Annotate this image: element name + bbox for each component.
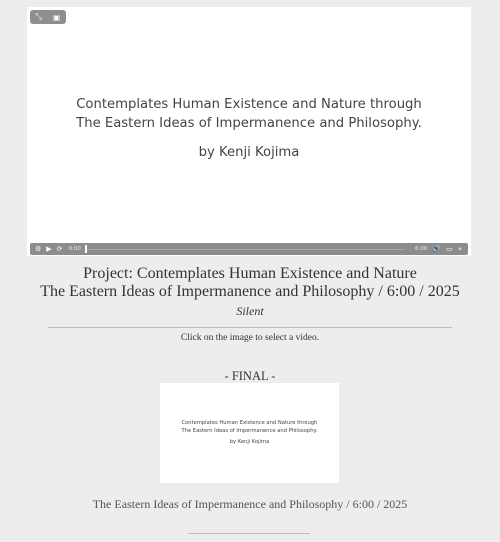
slide-author: by Kenji Kojima xyxy=(198,145,300,160)
video-caption xyxy=(0,265,500,319)
duration-time: 6:00 xyxy=(415,246,428,252)
thumbnail-text xyxy=(160,419,339,445)
more-icon[interactable]: » xyxy=(457,245,462,253)
divider-bottom xyxy=(188,533,310,534)
divider xyxy=(48,327,452,328)
fullscreen-icon[interactable]: ⤡ xyxy=(35,12,42,21)
video-frame-text xyxy=(27,95,471,160)
slide-line-2: The Eastern Ideas of Impermanence and Philosophy. xyxy=(76,116,422,131)
seek-bar[interactable] xyxy=(85,245,405,253)
slide-line-1: Contemplates Human Existence and Nature through xyxy=(76,97,422,112)
player-top-controls xyxy=(30,10,66,24)
cast-icon[interactable]: ▭ xyxy=(446,245,453,253)
video-thumbnail[interactable] xyxy=(160,383,339,483)
loop-icon[interactable]: ⟳ xyxy=(56,245,63,253)
caption-subtitle: The Eastern Ideas of Impermanence and Philosophy / 6:00 / 2025 xyxy=(40,283,460,300)
volume-icon[interactable]: 🔊 xyxy=(432,245,442,253)
caption-title: Project: Contemplates Human Existence and Nature xyxy=(83,265,417,282)
settings-icon[interactable]: ⚙ xyxy=(35,245,42,253)
seek-thumb[interactable] xyxy=(85,245,87,253)
play-icon[interactable]: ▶ xyxy=(46,245,52,253)
seek-track xyxy=(85,249,405,250)
pip-icon[interactable]: ▣ xyxy=(52,12,61,22)
player-control-bar xyxy=(30,243,468,255)
thumb-line-2: The Eastern Ideas of Impermanence and Philosophy. xyxy=(181,428,318,434)
caption-audio: Silent xyxy=(236,304,264,318)
current-time: 0:00 xyxy=(68,246,81,252)
thumb-author: by Kenji Kojima xyxy=(229,439,270,445)
thumb-line-1: Contemplates Human Existence and Nature through xyxy=(181,420,318,426)
video-player[interactable] xyxy=(27,7,471,256)
select-hint: Click on the image to select a video. xyxy=(180,333,320,343)
thumbnail-caption: The Eastern Ideas of Impermanence and Philosophy / 6:00 / 2025 xyxy=(92,497,408,511)
final-label: - FINAL - xyxy=(224,369,276,383)
